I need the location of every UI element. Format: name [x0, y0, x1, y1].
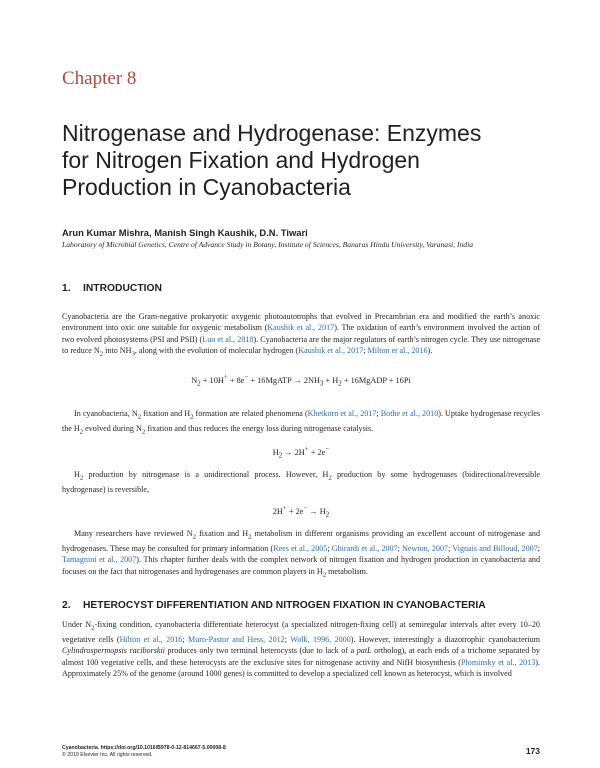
citation-link[interactable]: Rees et al., 2005	[273, 544, 328, 554]
page-number: 173	[525, 746, 540, 756]
citation-link[interactable]: Plominsky et al., 2013	[461, 657, 536, 667]
citation-link[interactable]: Kaushik et al., 2017	[267, 323, 335, 333]
chapter-label: Chapter 8	[62, 68, 137, 89]
chapter-title	[62, 120, 562, 201]
citation-link[interactable]: Hilton et al., 2016	[119, 635, 183, 645]
equation-hydrogen-evolution: $2H^+ + 2e^- \to H_2$	[272, 505, 330, 519]
citation-link[interactable]: Tamagnini et al., 2007	[62, 555, 137, 565]
paragraph-intro-4: Many researchers have reviewed $N_2$ fixation and $H_2$ metabolism in different organisms providing an excellent account of nitrogenase and hydrogenases. These may be consulted for primary information (Rees et al., 2005; Ghirardi et al., 2007; Newton, 2007; Vignais and Billoud, 2007; Tamagnini et al., 2007). This chapter further deals with the complex network of nitrogen fixation and hydrogen production in cyanobacteria and focuses on the fact that nitrogenases and hydrogenases are common players in $H_2$ metabolism.	[62, 529, 541, 579]
citation-link[interactable]: Bothe et al., 2010	[380, 409, 439, 418]
citation-link[interactable]: Muro-Pastor and Hess, 2012	[188, 635, 285, 645]
section-heading-heterocyst	[62, 600, 486, 611]
citation-link[interactable]: Wolk, 1996, 2000	[290, 635, 351, 645]
paragraph-intro-2: In cyanobacteria, $N_2$ fixation and $H_2$ formation are related phenomena (Khetkorn et al., 2017; Bothe et al., 2010). Uptake hydrogenase recycles the $H_2$ evolved during $N_2$ fixation and thus reduces the energy loss during nitrogenase catalysis.	[62, 409, 541, 436]
title-line-2: for Nitrogen Fixation and Hydrogen	[62, 147, 420, 173]
citation-link[interactable]: Khetkorn et al., 2017	[307, 409, 377, 418]
section-number: 2.	[62, 600, 71, 611]
equation-hydrogen-oxidation: $H_2 \to 2H^+ + 2e^-$	[272, 446, 330, 460]
author-list: Arun Kumar Mishra, Manish Singh Kaushik, D.N. Tiwari	[62, 227, 308, 238]
author-affiliation: Laboratory of Microbial Genetics, Centre of Advance Study in Botany, Institute of Sciences, Banaras Hindu University, Varanasi, India	[62, 240, 473, 249]
section-title: INTRODUCTION	[83, 283, 162, 294]
citation-link[interactable]: Kaushik et al., 2017	[298, 346, 364, 356]
title-line-3: Production in Cyanobacteria	[62, 174, 351, 200]
paragraph-intro-1: Cyanobacteria are the Gram-negative prokaryotic oxygenic photoautotrophs that evolved in Precambrian era and modified the earth’s anoxic environment into oxic one suitable for oxygenic metabolism (Kaushik et al., 2017). The oxidation of earth’s environment involved the action of two evolved photosystems (PSI and PSII) (Luo et al., 2018). Cyanobacteria are the major regulators of earth’s nitrogen cycle. They use nitrogenase to reduce $N_2$ into $NH_3$, along with the evolution of molecular hydrogen (Kaushik et al., 2017; Milton et al., 2016).	[62, 312, 541, 358]
section-title: HETEROCYST DIFFERENTIATION AND NITROGEN FIXATION IN CYANOBACTERIA	[83, 600, 486, 611]
section-heading-introduction	[62, 283, 162, 294]
section-number: 1.	[62, 283, 71, 294]
paragraph-heterocyst-1: Under $N_2$-fixing condition, cyanobacteria differentiate heterocyst (a specialized nitrogen-fixing cell) at semiregular intervals after every 10–20 vegetative cells (Hilton et al., 2016; Muro-Pastor and Hess, 2012; Wolk, 1996, 2000). However, interestingly a diazotrophic cyanobacterium Cylindrospermopsis raciborskii produces only two terminal heterocysts (due to lack of a patL ortholog), at each ends of a trichome separated by almost 100 vegetative cells, and these heterocysts are the exclusive sites for nitrogenase activity and NifH biosynthesis (Plominsky et al., 2013). Approximately 25% of the genome (around 1000 genes) is committed to develop a specialized cell known as heterocyst, which is involved	[62, 620, 541, 679]
citation-link[interactable]: Newton, 2007	[402, 544, 449, 554]
doi-line[interactable]: Cyanobacteria. https://doi.org/10.1016/B978-0-12-814667-5.00008-8	[62, 745, 226, 751]
page-footer	[62, 745, 226, 759]
equation-nitrogenase: $N_2 + 10H^+ + 8e^-$ + 16MgATP → $2NH_3 + H_2$ + 16MgADP + 16Pi	[191, 374, 411, 388]
copyright-line: © 2019 Elsevier Inc. All rights reserved.	[62, 752, 153, 758]
citation-link[interactable]: Ghirardi et al., 2007	[331, 544, 398, 554]
citation-link[interactable]: Luo et al., 2018	[202, 334, 254, 344]
citation-link[interactable]: Vignais and Billoud, 2007	[452, 544, 538, 554]
citation-link[interactable]: Milton et al., 2016	[367, 346, 428, 356]
paragraph-intro-3: $H_2$ production by nitrogenase is a unidirectional process. However, $H_2$ production by some hydrogenases (bidirectional/reversible hydrogenase) is reversible,	[62, 470, 541, 495]
title-line-1: Nitrogenase and Hydrogenase: Enzymes	[62, 120, 482, 146]
